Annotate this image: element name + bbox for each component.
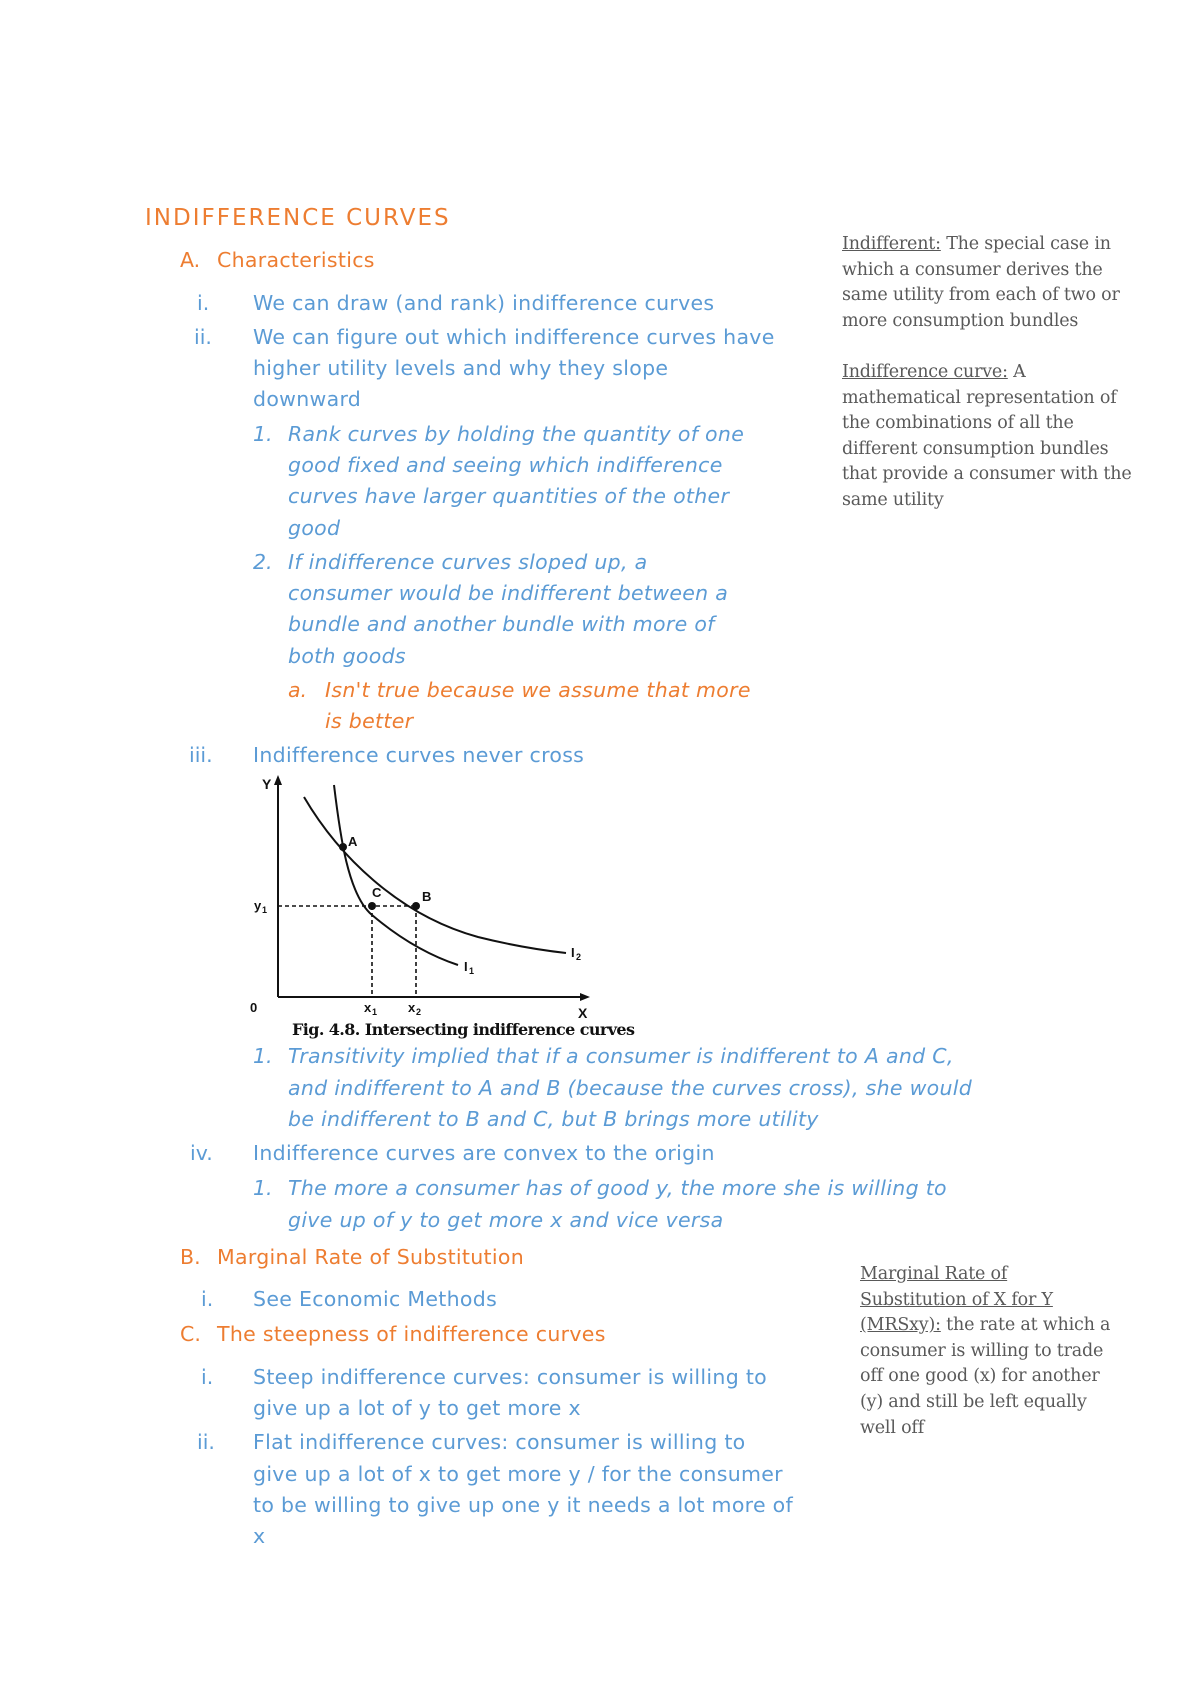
note-mrs-line-2: off one good (x) for another <box>860 1366 1100 1387</box>
note-indifferent-line-1: which a consumer derives the <box>842 259 1103 280</box>
figure-svg <box>248 775 598 1025</box>
section-b-marker: B. <box>180 1245 201 1269</box>
curve-i1 <box>334 785 458 965</box>
label-x: X <box>578 1005 588 1021</box>
c-ii-marker: ii. <box>197 1430 215 1454</box>
c-ii-line-1: Flat indifference curves: consumer is willing to <box>253 1430 746 1454</box>
section-a-heading: Characteristics <box>217 248 375 272</box>
a-iv-marker: iv. <box>190 1141 213 1165</box>
note-ic-line-4: that provide a consumer with the <box>842 464 1132 485</box>
label-origin: 0 <box>250 1000 258 1015</box>
note-mrs-first: the rate at which a <box>940 1315 1111 1336</box>
section-c-marker: C. <box>180 1322 201 1346</box>
page-title: INDIFFERENCE CURVES <box>145 205 451 231</box>
note-mrs-line-3: (y) and still be left equally <box>860 1391 1087 1412</box>
note-ic-line-1: mathematical representation of <box>842 387 1117 408</box>
c-ii-line-2: give up a lot of x to get more y / for the consumer <box>253 1462 783 1486</box>
a-ii-2-line-2: consumer would be indifferent between a <box>288 581 729 605</box>
a-ii-2-line-4: both goods <box>288 644 406 668</box>
a-iii-text: Indifference curves never cross <box>253 743 585 767</box>
note-ic-first: A <box>1007 362 1026 382</box>
label-x1: x <box>364 1000 372 1015</box>
note-ic-line-5: same utility <box>842 489 944 510</box>
label-i2: I <box>571 945 575 960</box>
note-ic-line-3: different consumption bundles <box>842 438 1109 459</box>
point-a <box>339 843 347 851</box>
note-ic-line-2: the combinations of all the <box>842 413 1074 434</box>
a-ii-1-marker: 1. <box>253 422 273 446</box>
a-ii-line-2: higher utility levels and why they slope <box>253 356 669 380</box>
a-ii-1-line-3: curves have larger quantities of the other <box>288 484 730 508</box>
a-iii-marker: iii. <box>189 743 213 767</box>
a-ii-1-line-4: good <box>288 516 341 540</box>
a-iii-1-line-2: and indifferent to A and B (because the curves cross), she would <box>288 1076 973 1100</box>
section-a-marker: A. <box>180 248 201 272</box>
note-indifferent <box>842 232 1120 334</box>
note-mrs-term-1: Marginal Rate of <box>860 1264 1008 1284</box>
label-x1-sub: 1 <box>372 1007 378 1017</box>
c-ii-line-3: to be willing to give up one y it needs a lot more of <box>253 1493 794 1517</box>
label-b: B <box>422 889 432 904</box>
note-mrs <box>860 1262 1110 1441</box>
b-i-marker: i. <box>201 1287 214 1311</box>
a-ii-1-line-2: good fixed and seeing which indifference <box>288 453 723 477</box>
a-ii-2-line-1: If indifference curves sloped up, a <box>288 550 648 574</box>
note-mrs-line-1: consumer is willing to trade <box>860 1340 1104 1361</box>
note-indifferent-line-3: more consumption bundles <box>842 310 1079 331</box>
point-b <box>412 902 420 910</box>
note-ic-term: Indifference curve: <box>842 362 1008 382</box>
label-a: A <box>348 834 358 849</box>
a-iii-1-line-1: Transitivity implied that if a consumer is indifferent to A and C, <box>288 1044 954 1068</box>
note-indifferent-first: The special case in <box>940 234 1111 254</box>
a-iv-1-marker: 1. <box>253 1176 273 1200</box>
c-i-line-2: give up a lot of y to get more x <box>253 1396 581 1420</box>
label-i2-sub: 2 <box>576 952 582 962</box>
note-indifferent-line-2: same utility from each of two or <box>842 285 1120 306</box>
a-i-marker: i. <box>197 291 210 315</box>
a-ii-2-a-line-1: Isn't true because we assume that more <box>325 678 751 702</box>
section-c-heading: The steepness of indifference curves <box>217 1322 606 1346</box>
a-ii-line-1: We can figure out which indifference curves have <box>253 325 775 349</box>
note-indifference-curve <box>842 360 1131 514</box>
y-axis-arrow <box>274 775 282 785</box>
label-y: Y <box>262 776 272 792</box>
note-mrs-line-4: well off <box>860 1417 924 1438</box>
a-iv-1-line-2: give up of y to get more x and vice versa <box>288 1208 724 1232</box>
x-axis-arrow <box>580 993 590 1001</box>
c-i-marker: i. <box>201 1365 214 1389</box>
indifference-curves-figure <box>248 775 598 1029</box>
a-iv-1-line-1: The more a consumer has of good y, the more she is willing to <box>288 1176 947 1200</box>
a-ii-2-a-marker: a. <box>288 678 308 702</box>
label-x2: x <box>408 1000 416 1015</box>
a-ii-marker: ii. <box>194 325 212 349</box>
note-indifferent-term: Indifferent: <box>842 234 941 254</box>
a-ii-2-marker: 2. <box>253 550 273 574</box>
a-i-text: We can draw (and rank) indifference curves <box>253 291 715 315</box>
a-ii-2-a-line-2: is better <box>325 709 414 733</box>
label-i1-sub: 1 <box>469 966 475 976</box>
a-ii-line-3: downward <box>253 387 362 411</box>
point-c <box>368 902 376 910</box>
curve-i2 <box>304 797 566 953</box>
label-i1: I <box>464 959 468 974</box>
label-y1: y <box>254 898 262 913</box>
a-ii-1-line-1: Rank curves by holding the quantity of one <box>288 422 745 446</box>
note-mrs-term-3: (MRSxy): <box>860 1315 941 1336</box>
a-iii-1-line-3: be indifferent to B and C, but B brings more utility <box>288 1107 819 1131</box>
a-iv-text: Indifference curves are convex to the origin <box>253 1141 715 1165</box>
a-ii-2-line-3: bundle and another bundle with more of <box>288 612 715 636</box>
label-y1-sub: 1 <box>262 905 268 915</box>
label-x2-sub: 2 <box>416 1007 422 1017</box>
c-i-line-1: Steep indifference curves: consumer is willing to <box>253 1365 768 1389</box>
figure-caption: Fig. 4.8. Intersecting indifference curves <box>292 1020 635 1039</box>
label-c: C <box>372 885 382 900</box>
note-mrs-term-2: Substitution of X for Y <box>860 1289 1053 1310</box>
section-b-heading: Marginal Rate of Substitution <box>217 1245 525 1269</box>
a-iii-1-marker: 1. <box>253 1044 273 1068</box>
c-ii-line-4: x <box>253 1524 266 1548</box>
b-i-text: See Economic Methods <box>253 1287 498 1311</box>
